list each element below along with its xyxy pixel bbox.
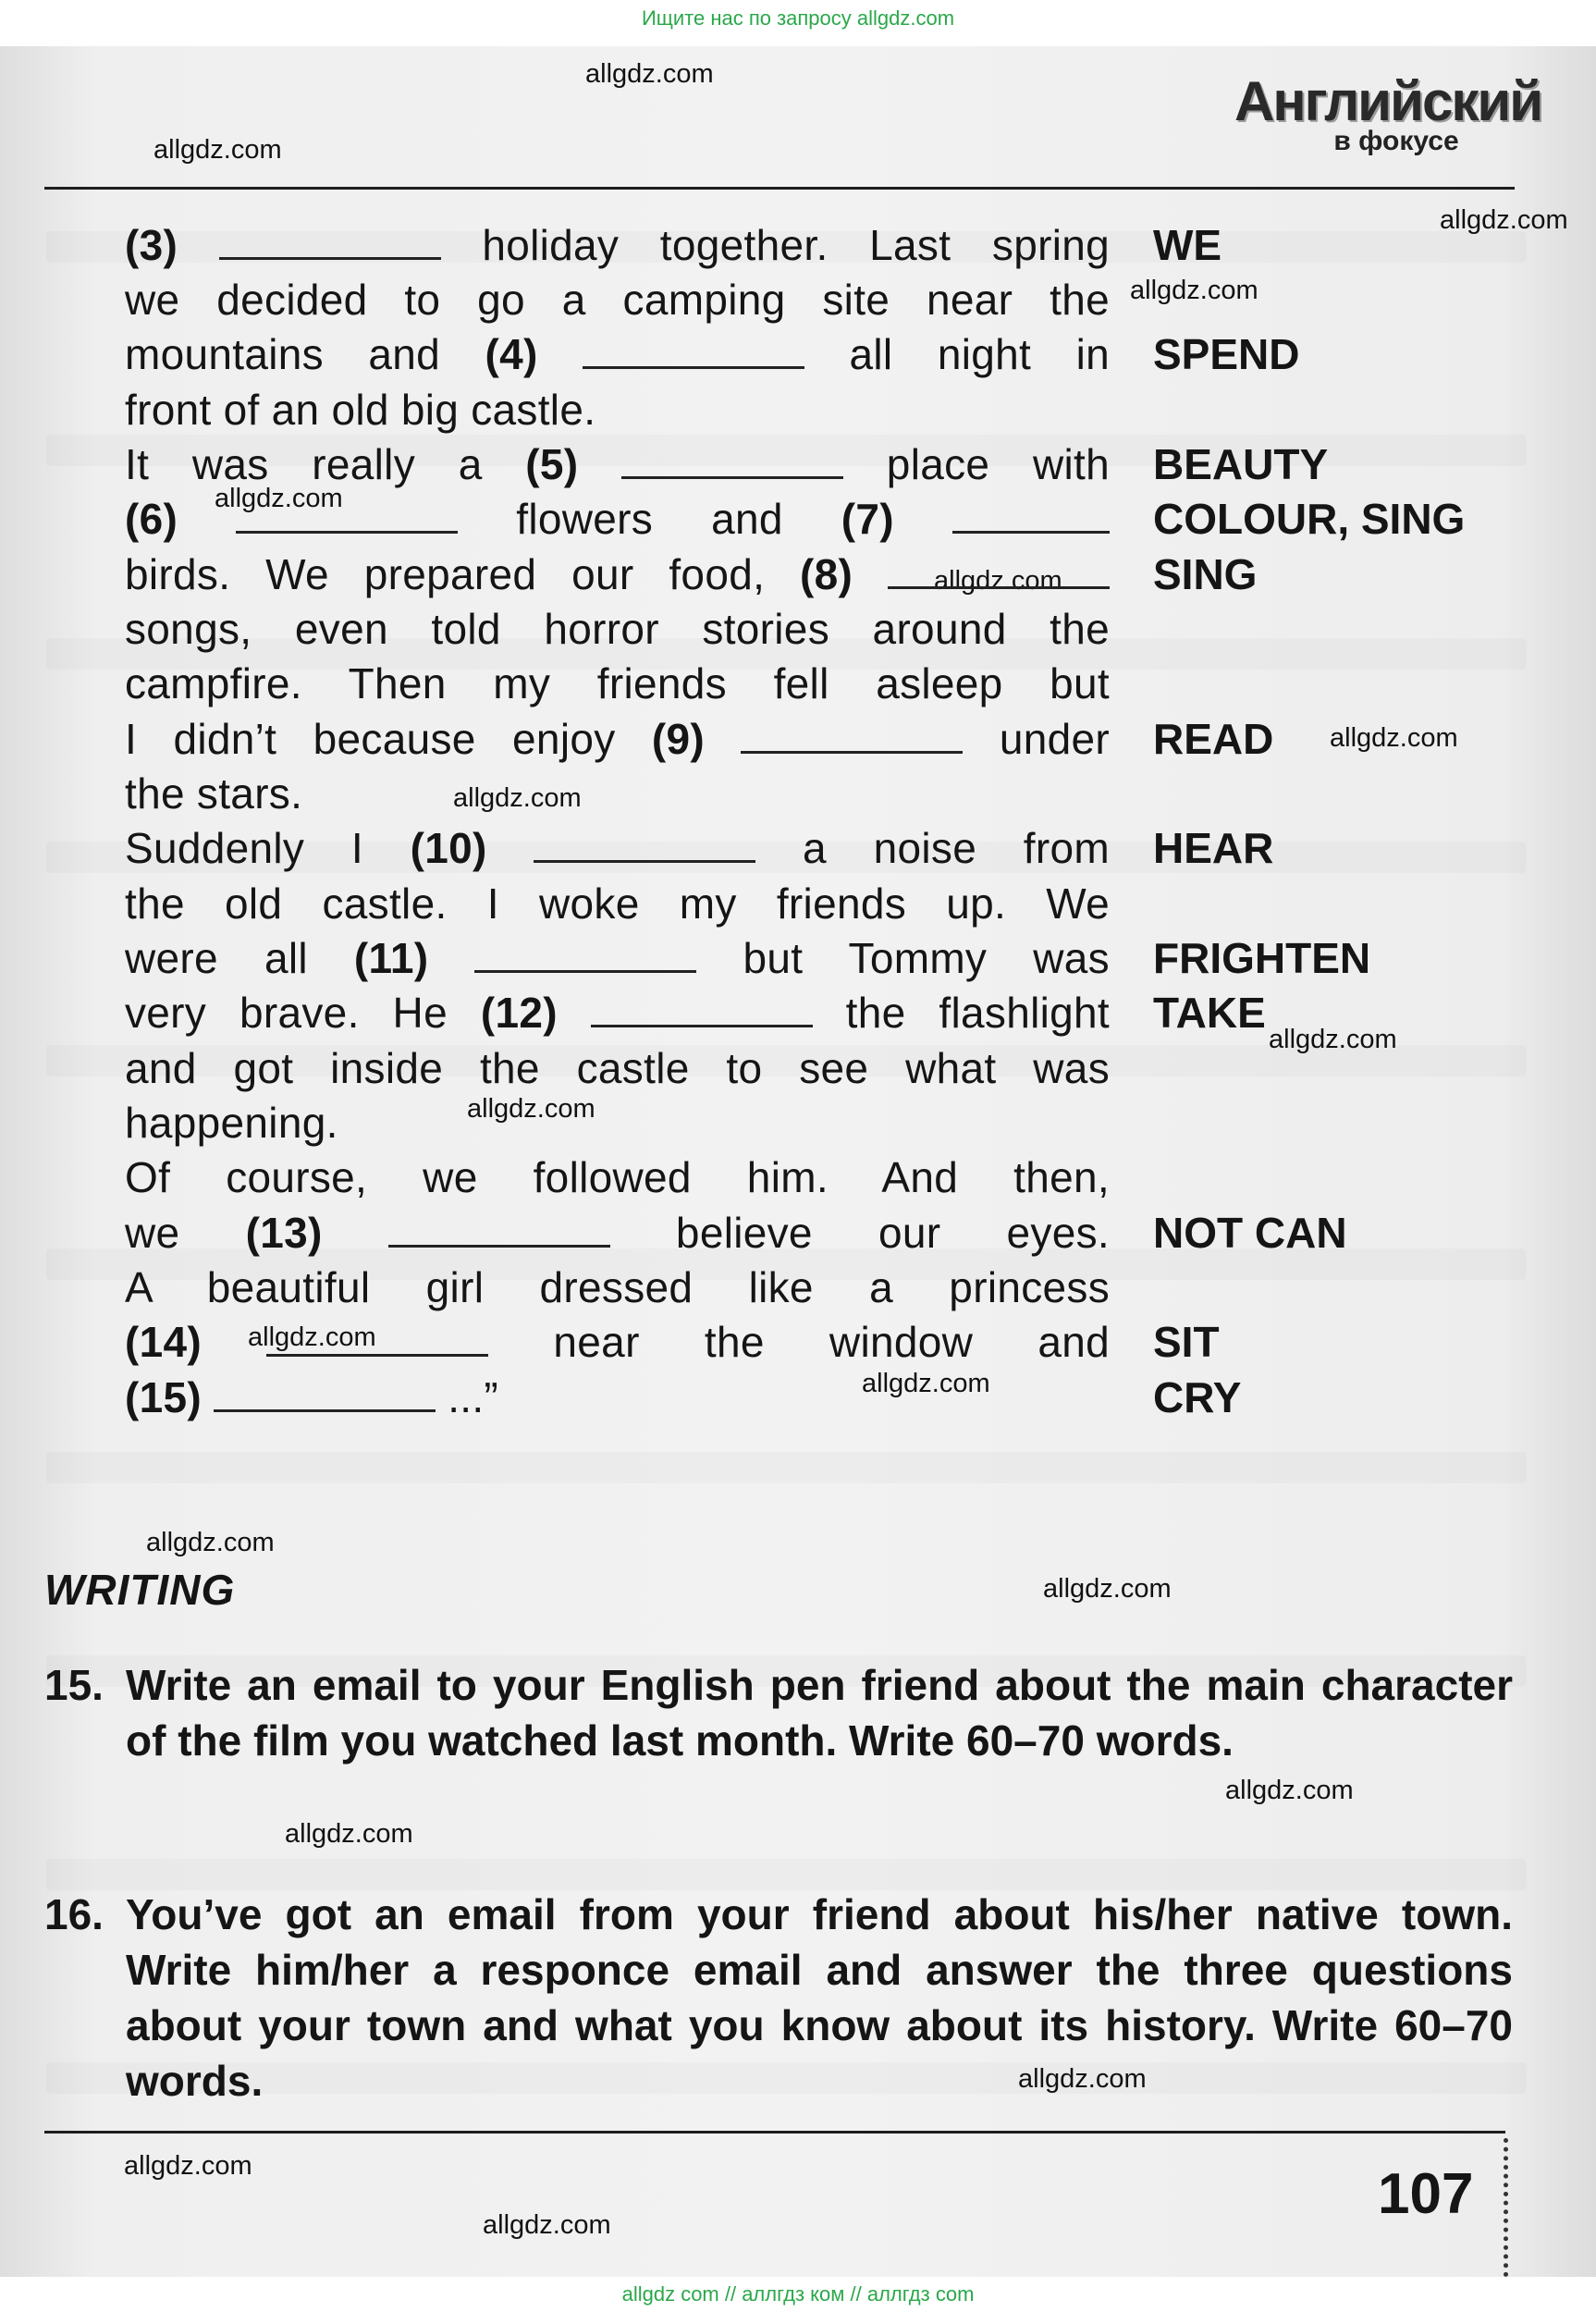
gap-number: (5) [525, 440, 579, 488]
gap-number: (11) [353, 934, 429, 982]
watermark: allgdz.com [585, 59, 714, 89]
watermark: allgdz.com [1269, 1025, 1397, 1054]
answer-blank[interactable] [591, 988, 813, 1027]
answer-blank[interactable] [219, 220, 441, 260]
logo-title: Английский [1234, 70, 1542, 132]
line-text: we decided to go a camping site near the [125, 276, 1110, 324]
key-word: READ [1153, 715, 1274, 763]
answer-blank[interactable] [474, 933, 696, 973]
watermark: allgdz.com [153, 135, 282, 165]
watermark: allgdz.com [862, 1369, 990, 1398]
watermark: allgdz.com [1225, 1776, 1354, 1805]
gap-number: (12) [480, 989, 558, 1037]
logo-subtitle: в фокусе [1333, 126, 1459, 156]
watermark: allgdz.com [934, 566, 1062, 596]
line-text: all night in [804, 330, 1110, 378]
line-text: A beautiful girl dressed like a princess [125, 1263, 1110, 1311]
gap-number: (9) [651, 715, 706, 763]
line-text: the old castle. I woke my friends up. We [125, 879, 1110, 928]
key-word: CRY [1153, 1373, 1242, 1421]
watermark: allgdz.com [1043, 1574, 1172, 1604]
header-rule [44, 187, 1515, 190]
watermark: allgdz.com [1330, 723, 1458, 753]
watermark: allgdz.com [453, 783, 582, 813]
key-word: SPEND [1153, 330, 1300, 378]
gap-number: (8) [800, 550, 853, 598]
textbook-page [0, 46, 1596, 2277]
line-text: we [125, 1209, 246, 1257]
line-text: near the window and [488, 1318, 1110, 1366]
key-word: TAKE [1153, 989, 1266, 1037]
line-text: ...” [436, 1373, 499, 1421]
key-word: SING [1153, 550, 1258, 598]
line-text: flowers and [458, 495, 841, 543]
task-number: 16. [44, 1890, 104, 1938]
top-search-banner: Ищите нас по запросу allgdz.com [0, 0, 1596, 46]
textbook-logo [1234, 70, 1542, 156]
watermark: allgdz.com [483, 2210, 611, 2240]
key-word: BEAUTY [1153, 440, 1329, 488]
line-text: a noise from [755, 824, 1110, 872]
bottom-banner: allgdz com // аллгдз ком // аллгдз com [0, 2277, 1596, 2312]
watermark: allgdz.com [124, 2151, 252, 2181]
line-text: the stars. [125, 769, 303, 818]
line-text: the flashlight [812, 989, 1110, 1037]
task-text: Write an email to your English pen friend about the main character of the film you watched last month. Write 60–70 words. [126, 1661, 1513, 1765]
key-word: FRIGHTEN [1153, 934, 1371, 982]
gap-number: (6) [125, 495, 178, 543]
line-text: were all [125, 934, 354, 982]
line-text: mountains and [125, 330, 485, 378]
answer-blank[interactable] [236, 494, 458, 534]
line-text: birds. We prepared our food, [125, 550, 801, 598]
watermark: allgdz.com [1440, 205, 1568, 235]
key-word: NOT CAN [1153, 1209, 1347, 1257]
line-text: very brave. He [125, 989, 481, 1037]
answer-blank[interactable] [888, 549, 1110, 589]
watermark: allgdz.com [285, 1819, 413, 1849]
gap-number: (10) [410, 824, 487, 872]
line-text: but Tommy was [696, 934, 1110, 982]
answer-blank[interactable] [534, 823, 755, 863]
watermark: allgdz.com [467, 1094, 595, 1124]
writing-task [44, 1887, 1515, 2118]
gap-number: (14) [125, 1318, 203, 1366]
gap-number: (13) [245, 1209, 323, 1257]
watermark: allgdz.com [146, 1528, 275, 1557]
answer-blank[interactable] [583, 329, 804, 369]
gap-number: (15) [125, 1373, 203, 1421]
binding-dots [1504, 2138, 1514, 2277]
line-text: It was really a [125, 440, 526, 488]
watermark: allgdz.com [215, 484, 343, 513]
key-word: SIT [1153, 1318, 1220, 1366]
line-text: Of course, we followed him. And then, [125, 1153, 1110, 1201]
writing-task [44, 1657, 1515, 1833]
answer-blank[interactable] [952, 494, 1110, 534]
line-text: front of an old big castle. [125, 386, 596, 434]
watermark: allgdz.com [248, 1322, 376, 1352]
line-text: Suddenly I [125, 824, 411, 872]
line-text: under [963, 715, 1110, 763]
task-number: 15. [44, 1661, 104, 1709]
watermark: allgdz.com [1018, 2064, 1147, 2094]
page-number: 107 [1378, 2162, 1474, 2226]
gap-number: (3) [125, 221, 178, 269]
answer-blank[interactable] [214, 1372, 436, 1412]
answer-blank[interactable] [388, 1208, 610, 1248]
line-text: holiday together. Last spring [440, 221, 1110, 269]
line-text: believe our eyes. [609, 1209, 1110, 1257]
gap-number: (4) [485, 330, 538, 378]
line-text: and got inside the castle to see what was [125, 1044, 1110, 1092]
line-text: I didn’t because enjoy [125, 715, 652, 763]
line-text: songs, even told horror stories around the [125, 605, 1110, 653]
watermark: allgdz.com [1130, 276, 1258, 305]
key-word: WE [1153, 221, 1222, 269]
line-text: campfire. Then my friends fell asleep but [125, 659, 1110, 707]
answer-blank[interactable] [741, 714, 963, 754]
line-text: place with [843, 440, 1110, 488]
writing-heading: WRITING [44, 1566, 236, 1614]
key-word: COLOUR, SING [1153, 495, 1466, 543]
line-text: happening. [125, 1099, 338, 1147]
task-text: You’ve got an email from your friend about his/her native town. Write him/her a responce email and answer the three questions about your town and what you know about its history. Write 60–70 words. [126, 1890, 1513, 2105]
gap-number: (7) [841, 495, 894, 543]
footer-rule [44, 2131, 1505, 2134]
answer-blank[interactable] [266, 1317, 488, 1357]
key-word: HEAR [1153, 824, 1274, 872]
answer-blank[interactable] [621, 439, 843, 479]
